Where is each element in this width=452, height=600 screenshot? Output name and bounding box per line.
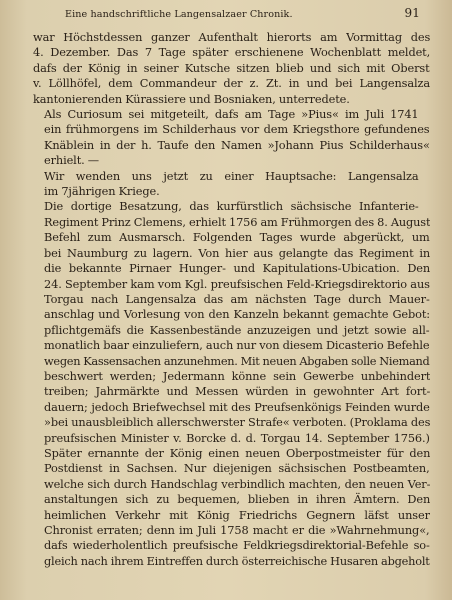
- text-line: Torgau nach Langensalza das am nächsten Tage durch Mauer-: [44, 291, 430, 306]
- text-line: 4. Dezember. Das 7 Tage später erschienene Wochenblatt meldet,: [33, 45, 430, 60]
- page-number: 91: [404, 6, 420, 20]
- paragraph: [33, 169, 430, 200]
- text-line: pflichtgemäfs die Kassenbestände anzuzeigen und jetzt sowie all-: [44, 322, 430, 337]
- text-line: Befehl zum Ausmarsch. Folgenden Tages wurde abgerückt, um: [44, 230, 430, 245]
- text-line: bei Naumburg zu lagern. Von hier aus gelangte das Regiment in: [44, 245, 430, 260]
- text-line: ein frühmorgens im Schilderhaus vor dem Kriegsthore gefundenes: [44, 122, 430, 137]
- text-line: »bei unausbleiblich allerschwerster Strafe« verboten. (Proklama des: [44, 415, 430, 430]
- text-line: Wir wenden uns jetzt zu einer Hauptsache: Langensalza: [44, 168, 419, 183]
- text-line: Als Curiosum sei mitgeteilt, dafs am Tage »Pius« im Juli 1741: [44, 107, 419, 122]
- text-line: kantonierenden Kürassiere und Bosniaken, unterredete.: [33, 91, 350, 106]
- text-line: anstaltungen sich zu bequemen, blieben in ihren Ämtern. Den: [44, 492, 430, 507]
- text-line: die bekannte Pirnaer Hunger- und Kapitulations-Ubication. Den: [44, 261, 430, 276]
- text-line: monatlich baar einzuliefern, auch nur von diesem Dicasterio Befehle: [44, 338, 430, 353]
- text-line: Regiment Prinz Clemens, erhielt 1756 am Frühmorgen des 8. August: [44, 214, 430, 229]
- text-line: anschlag und Vorlesung von den Kanzeln bekannt gemachte Gebot:: [44, 307, 430, 322]
- text-line: beschwert werden; Jedermann könne sein Gewerbe unbehindert: [44, 368, 430, 383]
- body-text: [33, 30, 430, 569]
- text-line: gleich nach ihrem Eintreffen durch österreichische Husaren abgeholt: [44, 553, 430, 568]
- text-line: erhielt. —: [44, 153, 100, 168]
- paragraph: [33, 199, 430, 569]
- text-line: Knäblein in der h. Taufe den Namen »Johann Pius Schilderhaus«: [44, 137, 430, 152]
- text-line: im 7jährigen Kriege.: [44, 184, 160, 199]
- text-line: Postdienst in Sachsen. Nur diejenigen sächsischen Postbeamten,: [44, 461, 430, 476]
- text-line: war Höchstdessen ganzer Aufenthalt hierorts am Vormittag des: [33, 30, 430, 44]
- text-line: treiben; Jahrmärkte und Messen würden in gewohnter Art fort-: [44, 384, 430, 399]
- text-line: wegen Kassensachen anzunehmen. Mit neuen Abgaben solle Niemand: [44, 353, 430, 368]
- text-line: Chronist erraten; denn im Juli 1758 macht er die »Wahrnehmung«,: [44, 523, 430, 537]
- paragraph: [33, 30, 430, 107]
- text-line: Die dortige Besatzung, das kurfürstlich sächsische Infanterie-: [44, 199, 419, 214]
- text-line: welche sich durch Handschlag verbindlich machten, den neuen Ver-: [44, 476, 430, 491]
- running-header: [33, 6, 430, 30]
- text-line: preufsischen Minister v. Borcke d. d. Torgau 14. September 1756.): [44, 430, 430, 445]
- text-line: dauern; jedoch Briefwechsel mit des Preufsenkönigs Feinden wurde: [44, 399, 430, 414]
- text-line: dafs wiederholentlich preufsische Feldkriegsdirektorial-Befehle so-: [44, 538, 430, 553]
- text-line: Später ernannte der König einen neuen Oberpostmeister für den: [44, 445, 430, 460]
- paragraph: [33, 107, 430, 169]
- text-line: dafs der König in seiner Kutsche sitzen blieb und sich mit Oberst: [33, 60, 430, 75]
- text-line: heimlichen Verkehr mit König Friedrichs Gegnern läfst unser: [44, 507, 430, 522]
- running-title: Eine handschriftliche Langensalzaer Chronik.: [65, 9, 293, 20]
- text-line: v. Löllhöfel, dem Commandeur der z. Zt. in und bei Langensalza: [33, 76, 430, 91]
- text-line: 24. September kam vom Kgl. preufsischen Feld-Kriegsdirektorio aus: [44, 276, 430, 291]
